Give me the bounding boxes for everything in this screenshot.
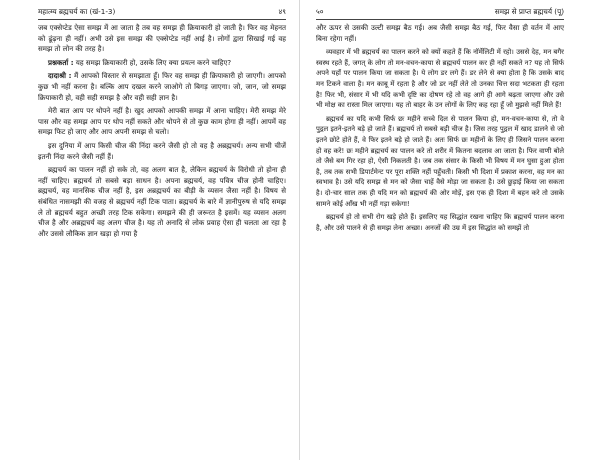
paragraph: जब एक्सेप्टेड ऐसा समझ में आ जाता है तब वह समझ ही क्रियाकारी हो जाती है। फिर वह मेहनत को ढूंढ़ना ही नहीं। अभी उसे इस समझ की एक्सेप्टेड नहीं आई है। लोगों द्वारा सिखाई गई वह समझ तो लोन की तरह है। <box>38 23 286 54</box>
right-page-body <box>316 23 564 233</box>
paragraph: ब्रह्मचर्य हो तो सभी रोग खड़े होते हैं। इसलिए यह सिद्धांत रखना चाहिए कि ब्रह्मचर्य पालन करना है, और उसे पालने से ही समझ लेना अच्छा। अनजों की उम्र में इस सिद्धांत को समझें तो <box>316 213 564 232</box>
left-page-header <box>38 6 286 20</box>
question-text: यह समझ क्रियाकारी हो, उसके लिए क्या प्रयत्न करने चाहिए? <box>75 57 232 67</box>
right-header-title: समझ से प्राप्त ब्रह्मचर्य (पू) <box>494 7 564 16</box>
left-page-body <box>38 23 286 239</box>
dadashri-label: दादाश्री : <box>48 71 72 81</box>
paragraph: ब्रह्मचर्य का पालन नहीं हो सके तो, वह अलग बात है, लेकिन ब्रह्मचर्य के विरोधी तो होना ही नहीं चाहिए। ब्रह्मचर्य तो सबसे बड़ा साधन है। अपना ब्रह्मचर्य, वह पवित्र चीज होनी चाहिए। ब्रह्मचर्य, वह मानसिक चीज नहीं है, इस अब्रह्मचर्य का बीड़ी के व्यसन जैसा नहीं है। विषय से संबंधित नासमझी की वजह से ब्रह्मचर्य नहीं टिक पाता। ब्रह्मचर्य के बारे में ज्ञानीपुरुष से यदि समझ ले तो ब्रह्मचर्य बहुत अच्छी तरह टिक सकेगा। समझने की ही जरूरत है इसमें। यह व्यसन अलग चीज है और अब्रह्मचर्य वह अलग चीज है। यह तो अनादि से लोक प्रवाह ऐसा ही चलता आ रहा है और उससे लौकिक ज्ञान खड़ा हो गया है <box>38 165 286 238</box>
paragraph: और ऊपर से उसकी उल्टी समझ बैठ गई। अब जैसी समझ बैठ गई, फिर वैसा ही वर्तन में आए बिना रहेगा नहीं। <box>316 23 564 43</box>
paragraph: मेरी बात आप पर थोपने नहीं है। खुद आपको आपकी समझ में आना चाहिए। मेरी समझ मेरे पास और वह समझ आप पर थोप नहीं सकते और थोपने से तो कुछ काम होगा ही नहीं। आपमें वह समझ फिट हो जाए और आप अपनी समझ से चलो। <box>38 106 286 137</box>
right-page-number: ५० <box>316 7 324 16</box>
right-page-header <box>316 6 564 20</box>
paragraph: व्यवहार में भी ब्रह्मचर्य का पालन करने को क्यों कहते हैं कि नॉर्मेलिटी में रहो। उससे देह, मन बगैर स्वस्थ रहते हैं, जगत् के लोग तो मन-वचन-काया से ब्रह्मचर्य पालन कर ही नहीं सकते न? यह तो सिर्फ अपने यहाँ पर पालन किया जा सकता है। ये लोग डर लगे हैं। डर लेने से क्या होता है कि उसके बाद मन टिकने वाला है। मन काबू में रहता है और जो डर नहीं लेते तो उनका चित्त सदा भटकता ही रहता है! फिर भी, संसार में भी यदि कभी दृष्टि का दोषण रहे तो वह आगे ही आगे बढ़ता जाएगा और उसे भी मोक्ष का रास्ता मिल जाएगा। यह तो बाहर के उन लोगों के लिए कह रहा हूँ जो मुझसे नहीं मिले हैं! <box>316 48 564 110</box>
right-page <box>300 0 600 460</box>
questioner-label: प्रश्नकर्ता : <box>48 57 74 67</box>
question-paragraph <box>38 58 286 69</box>
paragraph: ब्रह्मचर्य का यदि कभी सिर्फ छः महीने सच्चे दिल से पालन किया हो, मन-वचन-काया से, तो वे पुद्गल इतने-इतने बड़े हो जाते हैं। ब्रह्मचर्य तो सबसे बड़ी चीज है। जिस तरह पुद्गल में खाद डालने से जो इतने छोटे होते हैं, वे फिर इतने बड़े हो जाते हैं। अतः सिर्फ छः महीनों के लिए ही जिसने पालन करना हो वह करे! छः महीने ब्रह्मचर्य का पालन करे तो शरीर में कितना बदलाव आ जाता है। फिर वाणी बोले तो जैसे बम गिर रहा हो, ऐसी निकलती है। जब तक संसार के किसी भी विषय में मन घुसा हुआ होता है, तब तक सभी डिपार्टमेन्ट पर पूरा शक्ति नहीं पहुँचती। किसी भी दिशा में प्रकाश करना, वह मन का स्वभाव है। उसे यदि समझ से मन को जैसा चाहें वैसे मोड़ा जा सकता है। उसे छुड़ाई किया जा सकता है। दो-चार साल तक ही यदि मन को ब्रह्मचर्य की ओर मोड़ें, इस एक ही दिशा में बहन करे तो उसके सामने कोई आँख भी नहीं गड़ा सकेगा! <box>316 114 564 208</box>
left-page-number: ४९ <box>278 7 286 16</box>
left-header-title: महात्म्य ब्रह्मचर्य का (खं-1-3) <box>38 7 116 16</box>
answer-paragraph <box>38 71 286 103</box>
answer-text: मैं आपको विस्तार से समझाता हूँ। फिर वह समझ ही क्रियाकारी हो जाएगी। आपको कुछ भी नहीं करना है। बल्कि आप दखल करने जाओगे तो बिगड़ जाएगा। जो, जान, जो समझ क्रियाकारी हो, वही सही समझ है और वही सही ज्ञान है। <box>38 71 286 102</box>
paragraph: इस दुनिया में आप किसी चीज की निंदा करने जैसी हो तो वह है अब्रह्मचर्य। अन्य सभी चीजें इतनी निंदा करने जैसी नहीं हैं। <box>38 140 286 161</box>
